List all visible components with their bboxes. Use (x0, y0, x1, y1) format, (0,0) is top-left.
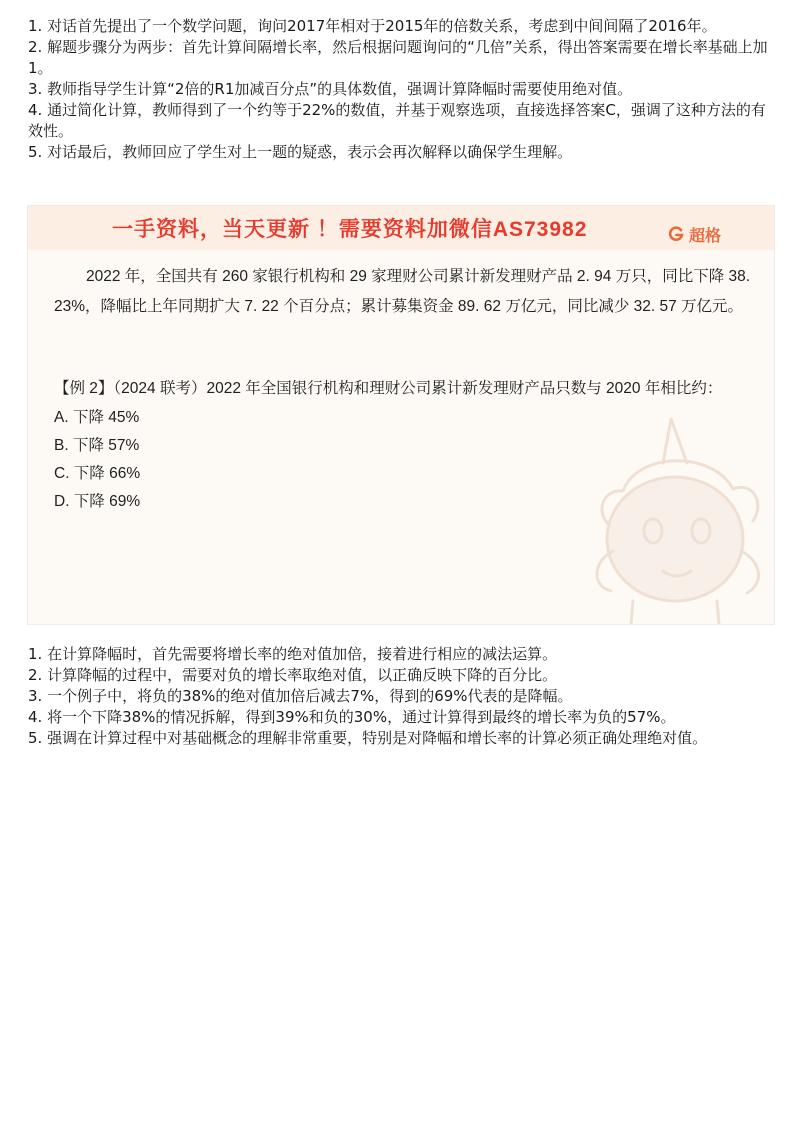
note-item: 5. 对话最后，教师回应了学生对上一题的疑惑，表示会再次解释以确保学生理解。 (28, 143, 573, 161)
brand-logo (668, 223, 721, 245)
note-item: 3. 教师指导学生计算“2倍的R1加减百分点”的具体数值，强调计算降幅时需要使用绝对值。 (28, 80, 633, 98)
promo-banner-text: 一手资料，当天更新 ！需要资料加微信AS73982 (112, 218, 588, 241)
option-a: A. 下降 45% (54, 409, 140, 426)
stat-paragraph: 2022 年，全国共有 260 家银行机构和 29 家理财公司累计新发理财产品 2. 94 万只，同比下降 38. 23%，降幅比上年同期扩大 7. 22 个百分点；累计募集资金 89. 62 万亿元，同比减少 32. 57 万亿元。 (54, 268, 751, 315)
brand-logo-text: 超格 (689, 227, 722, 245)
note-item: 2. 解题步骤分为两步：首先计算间隔增长率，然后根据问题询问的“几倍”关系，得出答案需要在增长率基础上加1。 (28, 38, 768, 77)
note-item: 4. 通过简化计算，教师得到了一个约等于22%的数值，并基于观察选项，直接选择答案C，强调了这种方法的有效性。 (28, 101, 766, 140)
note-item: 4. 将一个下降38%的情况拆解，得到39%和负的30%，通过计算得到最终的增长率为负的57%。 (28, 708, 676, 726)
note-item: 1. 在计算降幅时，首先需要将增长率的绝对值加倍，接着进行相应的减法运算。 (28, 645, 558, 663)
lecture-slide (27, 205, 775, 625)
note-item: 1. 对话首先提出了一个数学问题，询问2017年相对于2015年的倍数关系，考虑到中间间隔了2016年。 (28, 17, 717, 35)
option-b: B. 下降 57% (54, 437, 140, 454)
note-item: 5. 强调在计算过程中对基础概念的理解非常重要，特别是对降幅和增长率的计算必须正确处理绝对值。 (28, 729, 708, 747)
brand-g-logo-icon (668, 226, 684, 242)
promo-banner (28, 206, 774, 250)
unicorn-mascot-icon (583, 411, 773, 624)
answer-options (54, 404, 140, 516)
option-d: D. 下降 69% (54, 493, 141, 510)
question-stem: 【例 2】（2024 联考）2022 年全国银行机构和理财公司累计新发理财产品只数与 2020 年相比约： (54, 380, 723, 397)
summary-notes-bottom (28, 644, 776, 749)
note-item: 3. 一个例子中，将负的38%的绝对值加倍后减去7%，得到的69%代表的是降幅。 (28, 687, 573, 705)
summary-notes-top (28, 16, 776, 163)
note-item: 2. 计算降幅的过程中，需要对负的增长率取绝对值，以正确反映下降的百分比。 (28, 666, 558, 684)
option-c: C. 下降 66% (54, 465, 141, 482)
